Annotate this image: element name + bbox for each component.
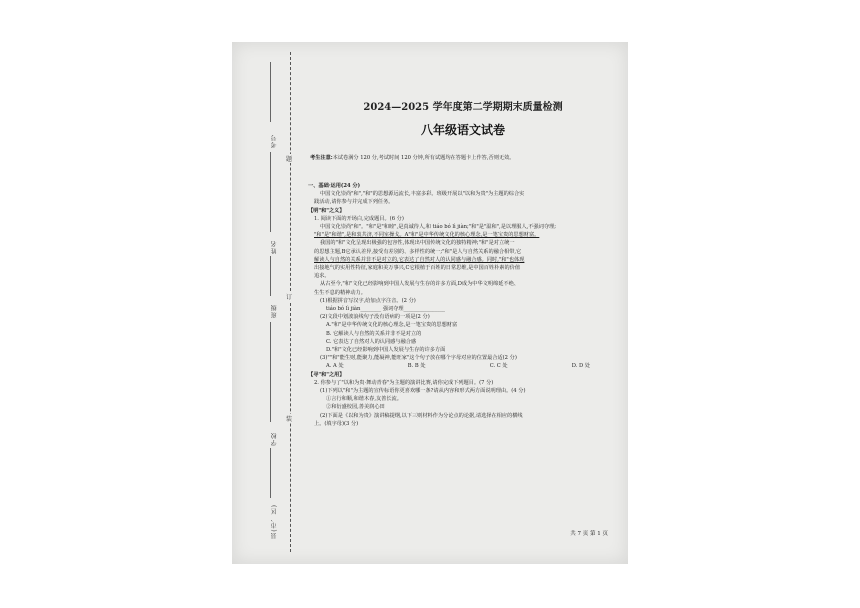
binding-line	[270, 152, 271, 232]
question-line: (2)文段中划波浪线句子没有语病的一项是(2 分)	[320, 314, 430, 321]
exam-content	[304, 42, 622, 564]
answer-option: C. C 处	[489, 363, 508, 370]
answer-option: B. B 处	[407, 363, 426, 370]
binding-label-name: 姓名	[271, 240, 278, 254]
binding-margin	[232, 42, 302, 564]
notice-text: 本试卷满分 120 分,考试时间 120 分钟,所有试题均在答题卡上作答,否则无效。	[332, 155, 515, 161]
cut-mark-bind: 装	[286, 416, 293, 423]
answer-option: D."和"文化已经影响到中国人发展与生存的许多方面	[326, 347, 446, 354]
passage-line: 解读人与自然的关系并非不是对立的,它表达了自然对人的认同感与融合感。同时,"和"也体现	[314, 256, 525, 263]
question-line: 1. 阅读下面的开场白,完成题目。(6 分)	[314, 215, 404, 222]
exam-title: 2024—2025 学年度第二学期期末质量检测	[363, 102, 563, 113]
cut-line	[290, 52, 291, 552]
passage-line: 从古至今,"和"文化已经影响到中国人发展与生存的许多方面,D成为中华文明绵延不绝、	[320, 281, 519, 288]
answer-option: A. A 处	[326, 363, 344, 370]
binding-line	[270, 256, 271, 296]
exam-paper	[232, 42, 628, 564]
subsection-heading: 【寻"和"之用】	[308, 371, 345, 378]
text-line: 践活动,请你参与并完成下列任务。	[314, 199, 394, 206]
passage-line: 中国文化崇尚"和"。"和"是"和睦",是真诚待人,和 tiáo bó lì jiàn;"和"是"温和",是以理服人,不强词夺理;	[320, 224, 556, 231]
answer-option: C. 它表达了自然对人的认同感与融合感	[326, 338, 417, 345]
passage-line: 生生不息的精神动力。	[314, 289, 366, 296]
text-line: 中国文化崇尚"和","和"的思想源远流长,丰富多彩。班级开展以"以和为贵"为主题的综合实	[320, 191, 525, 198]
question-line: (3)""和"能生财,能聚力,能凝神,能旺家"这个句子放在哪个字母对应的位置最合适(2 分)	[320, 355, 517, 362]
notice-label: 考生注意:	[310, 155, 333, 161]
question-line: tiáo bó lì jiàn________ 强词夺理________________	[326, 306, 446, 313]
binding-line	[270, 62, 271, 122]
binding-label-exam-number: 考号	[271, 134, 278, 148]
cut-mark-staple: 订	[286, 294, 293, 301]
exam-notice	[310, 154, 620, 162]
passage-line: 的思想主题,B它承认差异,接受有差别的、多样性的统一;"和"是人与自然关系的融合相带,它	[314, 248, 522, 255]
binding-label-county: 县(市、区)	[271, 504, 278, 539]
slogan-option: ②和衍盛校园,善美润心田	[326, 404, 385, 411]
slogan-option: ①言行和顺,和谐木春,友善长流。	[326, 396, 402, 403]
answer-option: A."和"是中华传统文化的核心理念,是一笔宝贵的思想财富	[326, 322, 458, 329]
answer-options-row	[308, 362, 620, 370]
binding-line	[270, 448, 271, 498]
answer-option: B. 它解读人与自然的关系并非不是对立的	[326, 330, 422, 337]
binding-label-school: 学校	[271, 432, 278, 446]
question-line: 上。(填字母)(3 分)	[314, 420, 359, 427]
answer-option: D. D 处	[571, 363, 590, 370]
binding-line	[270, 322, 271, 422]
subsection-heading: 【明"和"之义】	[308, 207, 345, 214]
question-line: (1)根据拼音写汉字,给加点字注音。(2 分)	[320, 297, 416, 304]
question-body	[308, 182, 620, 428]
passage-line: 出接地气的实用性特征,家庭和美万事兴,C它根植于百姓的日常思维,是中国百姓朴素的价值	[314, 265, 521, 272]
page-number: 共 7 页 第 1 页	[570, 530, 608, 537]
cut-mark-question: 题	[286, 156, 293, 163]
passage-line: 我国的"和"文化呈现出极强的包容性,体现出中国传统文化的独特精神;"和"是对立统一	[320, 240, 515, 247]
question-line: (1)下列以"和"为主题的宣传标语你更喜欢哪一条?请从内容和形式两方面说明理由。(4 分)	[320, 388, 526, 395]
passage-line: 追求。	[314, 273, 330, 280]
section-heading: 一、基础·运用(24 分)	[308, 183, 361, 189]
question-line: 2. 你参与了"以和为贵·舞动青春"为主题的演讲比赛,请你完成下列题目。(7 分)	[314, 379, 494, 386]
passage-line: "和"是"和谐",是和衷共济,不同室操戈。A"和"是中华传统文化的核心理念,是一笔宝贵的思想财富。	[314, 232, 540, 239]
question-line: (2)下面是《以和为贵》演讲稿提纲,以下三则材料作为分论点的论据,请选择在相应的横线	[320, 412, 523, 419]
exam-subtitle: 八年级语文试卷	[420, 123, 505, 137]
binding-label-class: 班级	[271, 304, 278, 318]
